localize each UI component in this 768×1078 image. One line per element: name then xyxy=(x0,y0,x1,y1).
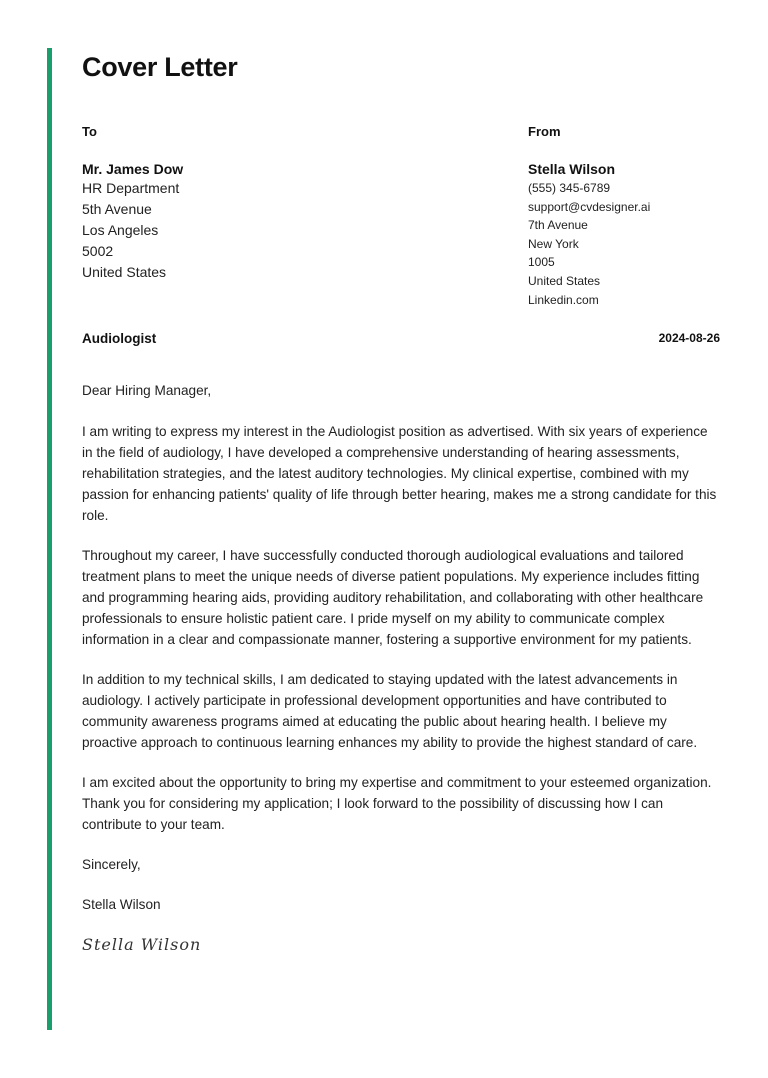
closing-phrase: Sincerely, xyxy=(82,857,141,872)
recipient-name: Mr. James Dow xyxy=(82,161,184,177)
handwritten-signature: Stella Wilson xyxy=(82,935,202,954)
sender-name: Stella Wilson xyxy=(528,161,616,177)
letter-paragraph-3: In addition to my technical skills, I am dedicated to staying updated with the latest advancements in audiology. I actively participate in professional development opportunities and have contributed to community awareness programs aimed at educating the public about hearing health. I believe my proactive approach to continuous learning enhances my ability to provide the highest standard of care. xyxy=(82,672,698,750)
recipient-street: 5th Avenue xyxy=(82,201,152,217)
recipient-heading: To xyxy=(82,124,97,139)
closing-signer-name: Stella Wilson xyxy=(82,897,161,912)
recipient-block xyxy=(82,124,382,283)
position-title: Audiologist xyxy=(82,331,157,346)
letter-paragraph-1: I am writing to express my interest in the Audiologist position as advertised. With six years of experience in the field of audiology, I have developed a comprehensive understanding of hearing assessments, rehabilitation strategies, and the latest auditory technologies. My clinical expertise, combined with my passion for enhancing patients' quality of life through better hearing, makes me a strong candidate for this role. xyxy=(82,424,717,523)
recipient-city: Los Angeles xyxy=(82,222,159,238)
letter-date: 2024-08-26 xyxy=(658,331,720,345)
page-title: Cover Letter xyxy=(82,52,238,82)
sender-block xyxy=(528,124,728,309)
sender-phone: (555) 345-6789 xyxy=(528,181,611,195)
sender-heading: From xyxy=(528,124,561,139)
sender-linkedin: Linkedin.com xyxy=(528,292,599,307)
sender-email: support@cvdesigner.ai xyxy=(528,199,651,214)
sender-postal-code: 1005 xyxy=(528,255,555,270)
letter-closing xyxy=(82,854,718,955)
sender-street: 7th Avenue xyxy=(528,218,588,233)
recipient-country: United States xyxy=(82,264,167,280)
letter-greeting: Dear Hiring Manager, xyxy=(82,383,212,398)
letter-body xyxy=(82,380,718,955)
letter-paragraph-2: Throughout my career, I have successfully conducted thorough audiological evaluations and tailored treatment plans to meet the unique needs of diverse patient populations. My experience includes fitting and programming hearing aids, providing auditory rehabilitation, and collaborating with other healthcare professionals to ensure holistic patient care. I pride myself on my ability to communicate complex information in a clear and compassionate manner, fostering a supportive environment for my patients. xyxy=(82,548,704,647)
sender-city: New York xyxy=(528,236,579,251)
recipient-department: HR Department xyxy=(82,180,180,196)
recipient-postal-code: 5002 xyxy=(82,243,114,259)
letter-paragraph-4: I am excited about the opportunity to bring my expertise and commitment to your esteemed organization. Thank you for considering my application; I look forward to the possibility of discussing how I can contribute to your team. xyxy=(82,775,712,832)
letter-meta-row xyxy=(82,331,720,349)
accent-bar xyxy=(47,48,52,1030)
sender-country: United States xyxy=(528,273,601,288)
